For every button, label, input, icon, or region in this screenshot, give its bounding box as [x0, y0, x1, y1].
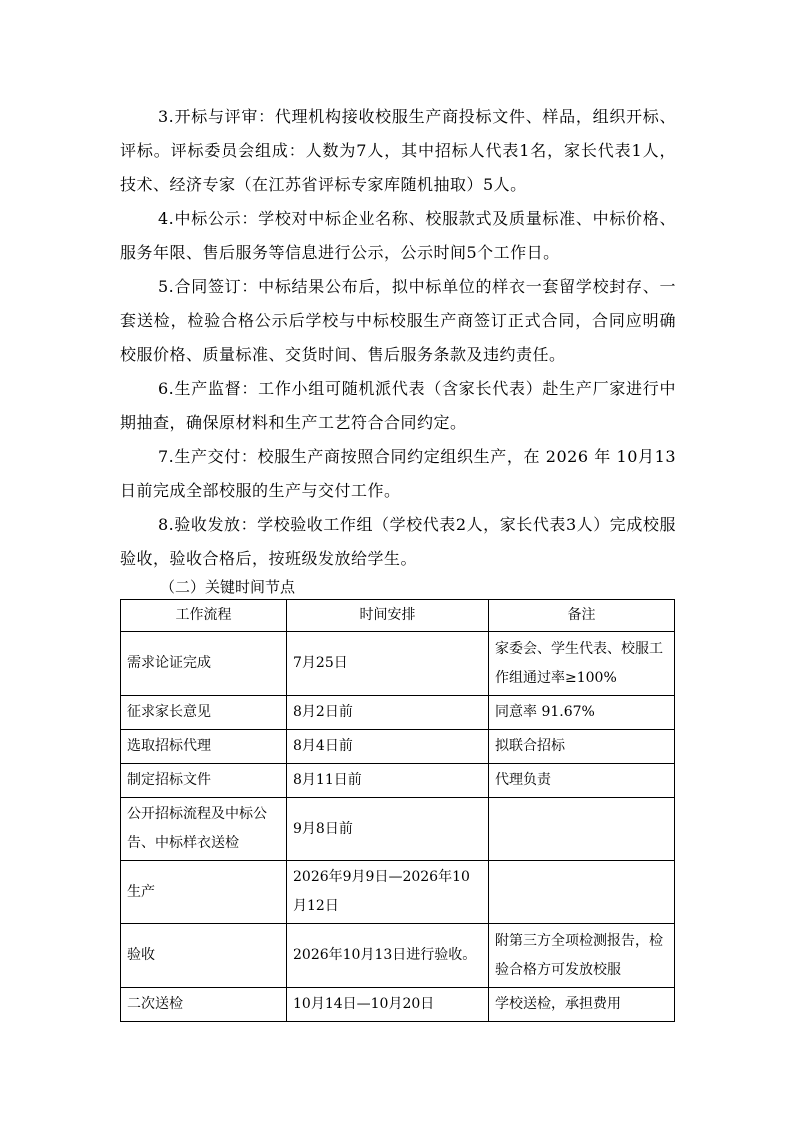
- cell-remarks: 学校送检，承担费用: [489, 988, 675, 1022]
- document-page: [120, 100, 676, 1022]
- cell-schedule: 7月25日: [287, 632, 489, 696]
- cell-remarks: 同意率 91.67%: [489, 696, 675, 730]
- paragraph-award-publicity: 4.中标公示：学校对中标企业名称、校服款式及质量标准、中标价格、服务年限、售后服务等信息进行公示，公示时间5个工作日。: [120, 209, 676, 262]
- cell-remarks: 家委会、学生代表、校服工作组通过率≥100%: [489, 632, 675, 696]
- paragraph-production-delivery: 7.生产交付：校服生产商按照合同约定组织生产，在 2026 年 10月13日前完成全部校服的生产与交付工作。: [120, 447, 676, 500]
- cell-schedule: 8月11日前: [287, 764, 489, 798]
- table-row: [121, 696, 675, 730]
- cell-process: 征求家长意见: [121, 696, 287, 730]
- cell-schedule: 8月2日前: [287, 696, 489, 730]
- cell-process: 需求论证完成: [121, 632, 287, 696]
- section-title: （二）关键时间节点: [160, 578, 296, 596]
- cell-remarks: [489, 798, 675, 861]
- cell-process: 生产: [121, 861, 287, 924]
- cell-process: 选取招标代理: [121, 730, 287, 764]
- table-row: [121, 730, 675, 764]
- schedule-table: [120, 599, 675, 1022]
- table-header-row: [121, 600, 675, 632]
- cell-schedule: 9月8日前: [287, 798, 489, 861]
- cell-remarks: [489, 861, 675, 924]
- cell-remarks: 拟联合招标: [489, 730, 675, 764]
- table-row: [121, 861, 675, 924]
- paragraph-contract-signing: 5.合同签订：中标结果公布后，拟中标单位的样衣一套留学校封存、一套送检，检验合格公示后学校与中标校服生产商签订正式合同，合同应明确校服价格、质量标准、交货时间、售后服务条款及违约责任。: [120, 277, 676, 364]
- paragraph-acceptance-distribution: 8.验收发放：学校验收工作组（学校代表2人，家长代表3人）完成校服验收，验收合格后，按班级发放给学生。: [120, 515, 676, 568]
- header-schedule: 时间安排: [287, 600, 489, 632]
- cell-schedule: 2026年10月13日进行验收。: [287, 924, 489, 988]
- table-row: [121, 764, 675, 798]
- cell-process: 二次送检: [121, 988, 287, 1022]
- cell-schedule: 10月14日—10月20日: [287, 988, 489, 1022]
- table-row: [121, 798, 675, 861]
- header-remarks: 备注: [489, 600, 675, 632]
- table-row: [121, 924, 675, 988]
- cell-schedule: 2026年9月9日—2026年10月12日: [287, 861, 489, 924]
- header-process: 工作流程: [121, 600, 287, 632]
- table-row: [121, 632, 675, 696]
- cell-process: 验收: [121, 924, 287, 988]
- cell-schedule: 8月4日前: [287, 730, 489, 764]
- cell-remarks: 代理负责: [489, 764, 675, 798]
- cell-remarks: 附第三方全项检测报告，检验合格方可发放校服: [489, 924, 675, 988]
- paragraph-production-supervision: 6.生产监督：工作小组可随机派代表（含家长代表）赴生产厂家进行中期抽查，确保原材料和生产工艺符合合同约定。: [120, 379, 676, 432]
- paragraph-bid-opening: 3.开标与评审：代理机构接收校服生产商投标文件、样品，组织开标、评标。评标委员会组成：人数为7人，其中招标人代表1名，家长代表1人，技术、经济专家（在江苏省评标专家库随机抽取）5人。: [120, 107, 676, 194]
- cell-process: 制定招标文件: [121, 764, 287, 798]
- table-row: [121, 988, 675, 1022]
- cell-process: 公开招标流程及中标公告、中标样衣送检: [121, 798, 287, 861]
